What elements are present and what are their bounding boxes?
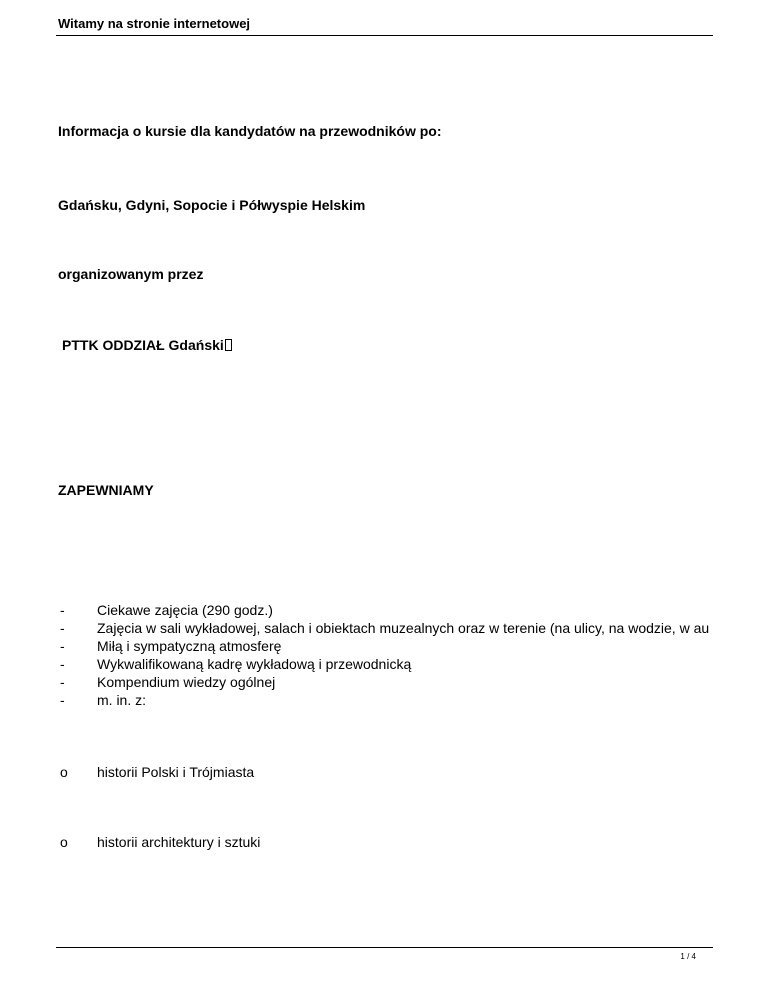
bullet-dash: - [60,674,65,690]
bullet-dash: - [60,692,65,708]
bullet-dash: - [60,620,65,636]
organized-by-line: organizowanym przez [58,266,204,282]
sub-list-item-text: historii architektury i sztuki [97,834,261,850]
organizer-line [62,337,232,353]
list-item-text: Wykwalifikowaną kadrę wykładową i przewodnicką [97,656,412,672]
list-item-text: m. in. z: [97,692,147,708]
bullet-dash: - [60,638,65,654]
page-header-title: Witamy na stronie internetowej [58,16,251,31]
organizer-name: PTTK ODDZIAŁ Gdański [62,337,224,353]
list-item-text: Kompendium wiedzy ogólnej [97,674,276,690]
places-line: Gdańsku, Gdyni, Sopocie i Półwyspie Helskim [58,197,366,213]
sub-list-item-text: historii Polski i Trójmiasta [97,764,255,780]
list-item-text: Ciekawe zajęcia (290 godz.) [97,602,273,618]
sub-bullet-marker: o [60,764,68,780]
intro-heading: Informacja o kursie dla kandydatów na przewodników po: [58,123,442,139]
header-rule [56,35,713,36]
page-number: 1 / 4 [680,952,696,961]
missing-glyph-icon [225,339,232,351]
footer-rule [56,947,713,948]
bullet-dash: - [60,602,65,618]
sub-bullet-marker: o [60,834,68,850]
bullet-dash: - [60,656,65,672]
list-item-text: Miłą i sympatyczną atmosferę [97,638,282,654]
section-title: ZAPEWNIAMY [58,482,154,498]
list-item-text: Zajęcia w sali wykładowej, salach i obiektach muzealnych oraz w terenie (na ulicy, na wodzie, w au [97,620,710,636]
